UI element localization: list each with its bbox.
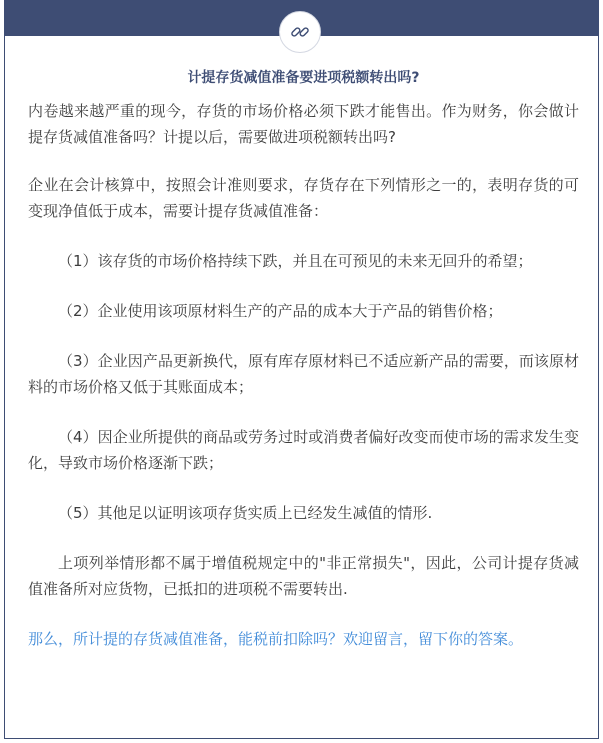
article-content — [28, 68, 579, 652]
condition-item-2: （2）企业使用该项原材料生产的产品的成本大于产品的销售价格； — [58, 302, 503, 320]
article-title: 计提存货减值准备要进项税额转出吗? — [187, 70, 420, 86]
condition-item-4: （4）因企业所提供的商品或劳务过时或消费者偏好改变而使市场的需求发生变化，导致市场价格逐渐下跌； — [28, 428, 579, 472]
link-icon — [289, 21, 311, 43]
condition-item-1: （1）该存货的市场价格持续下跌，并且在可预见的未来无回升的希望； — [58, 252, 533, 270]
condition-item-3: （3）企业因产品更新换代，原有库存原材料已不适应新产品的需要，而该原材料的市场价格又低于其账面成本； — [28, 352, 579, 396]
closing-question: 那么，所计提的存货减值准备，能税前扣除吗？欢迎留言，留下你的答案。 — [28, 630, 524, 648]
rule-paragraph: 企业在会计核算中，按照会计准则要求，存货存在下列情形之一的，表明存货的可变现净值低于成本，需要计提存货减值准备： — [28, 176, 579, 220]
link-badge — [279, 11, 321, 53]
conclusion-paragraph: 上项列举情形都不属于增值税规定中的"非正常损失"，因此，公司计提存货减值准备所对应货物，已抵扣的进项税不需要转出. — [28, 554, 579, 598]
intro-paragraph: 内卷越来越严重的现今，存货的市场价格必须下跌才能售出。作为财务，你会做计提存货减值准备吗？计提以后，需要做进项税额转出吗? — [28, 102, 579, 146]
condition-item-5: （5）其他足以证明该项存货实质上已经发生减值的情形. — [58, 504, 433, 522]
